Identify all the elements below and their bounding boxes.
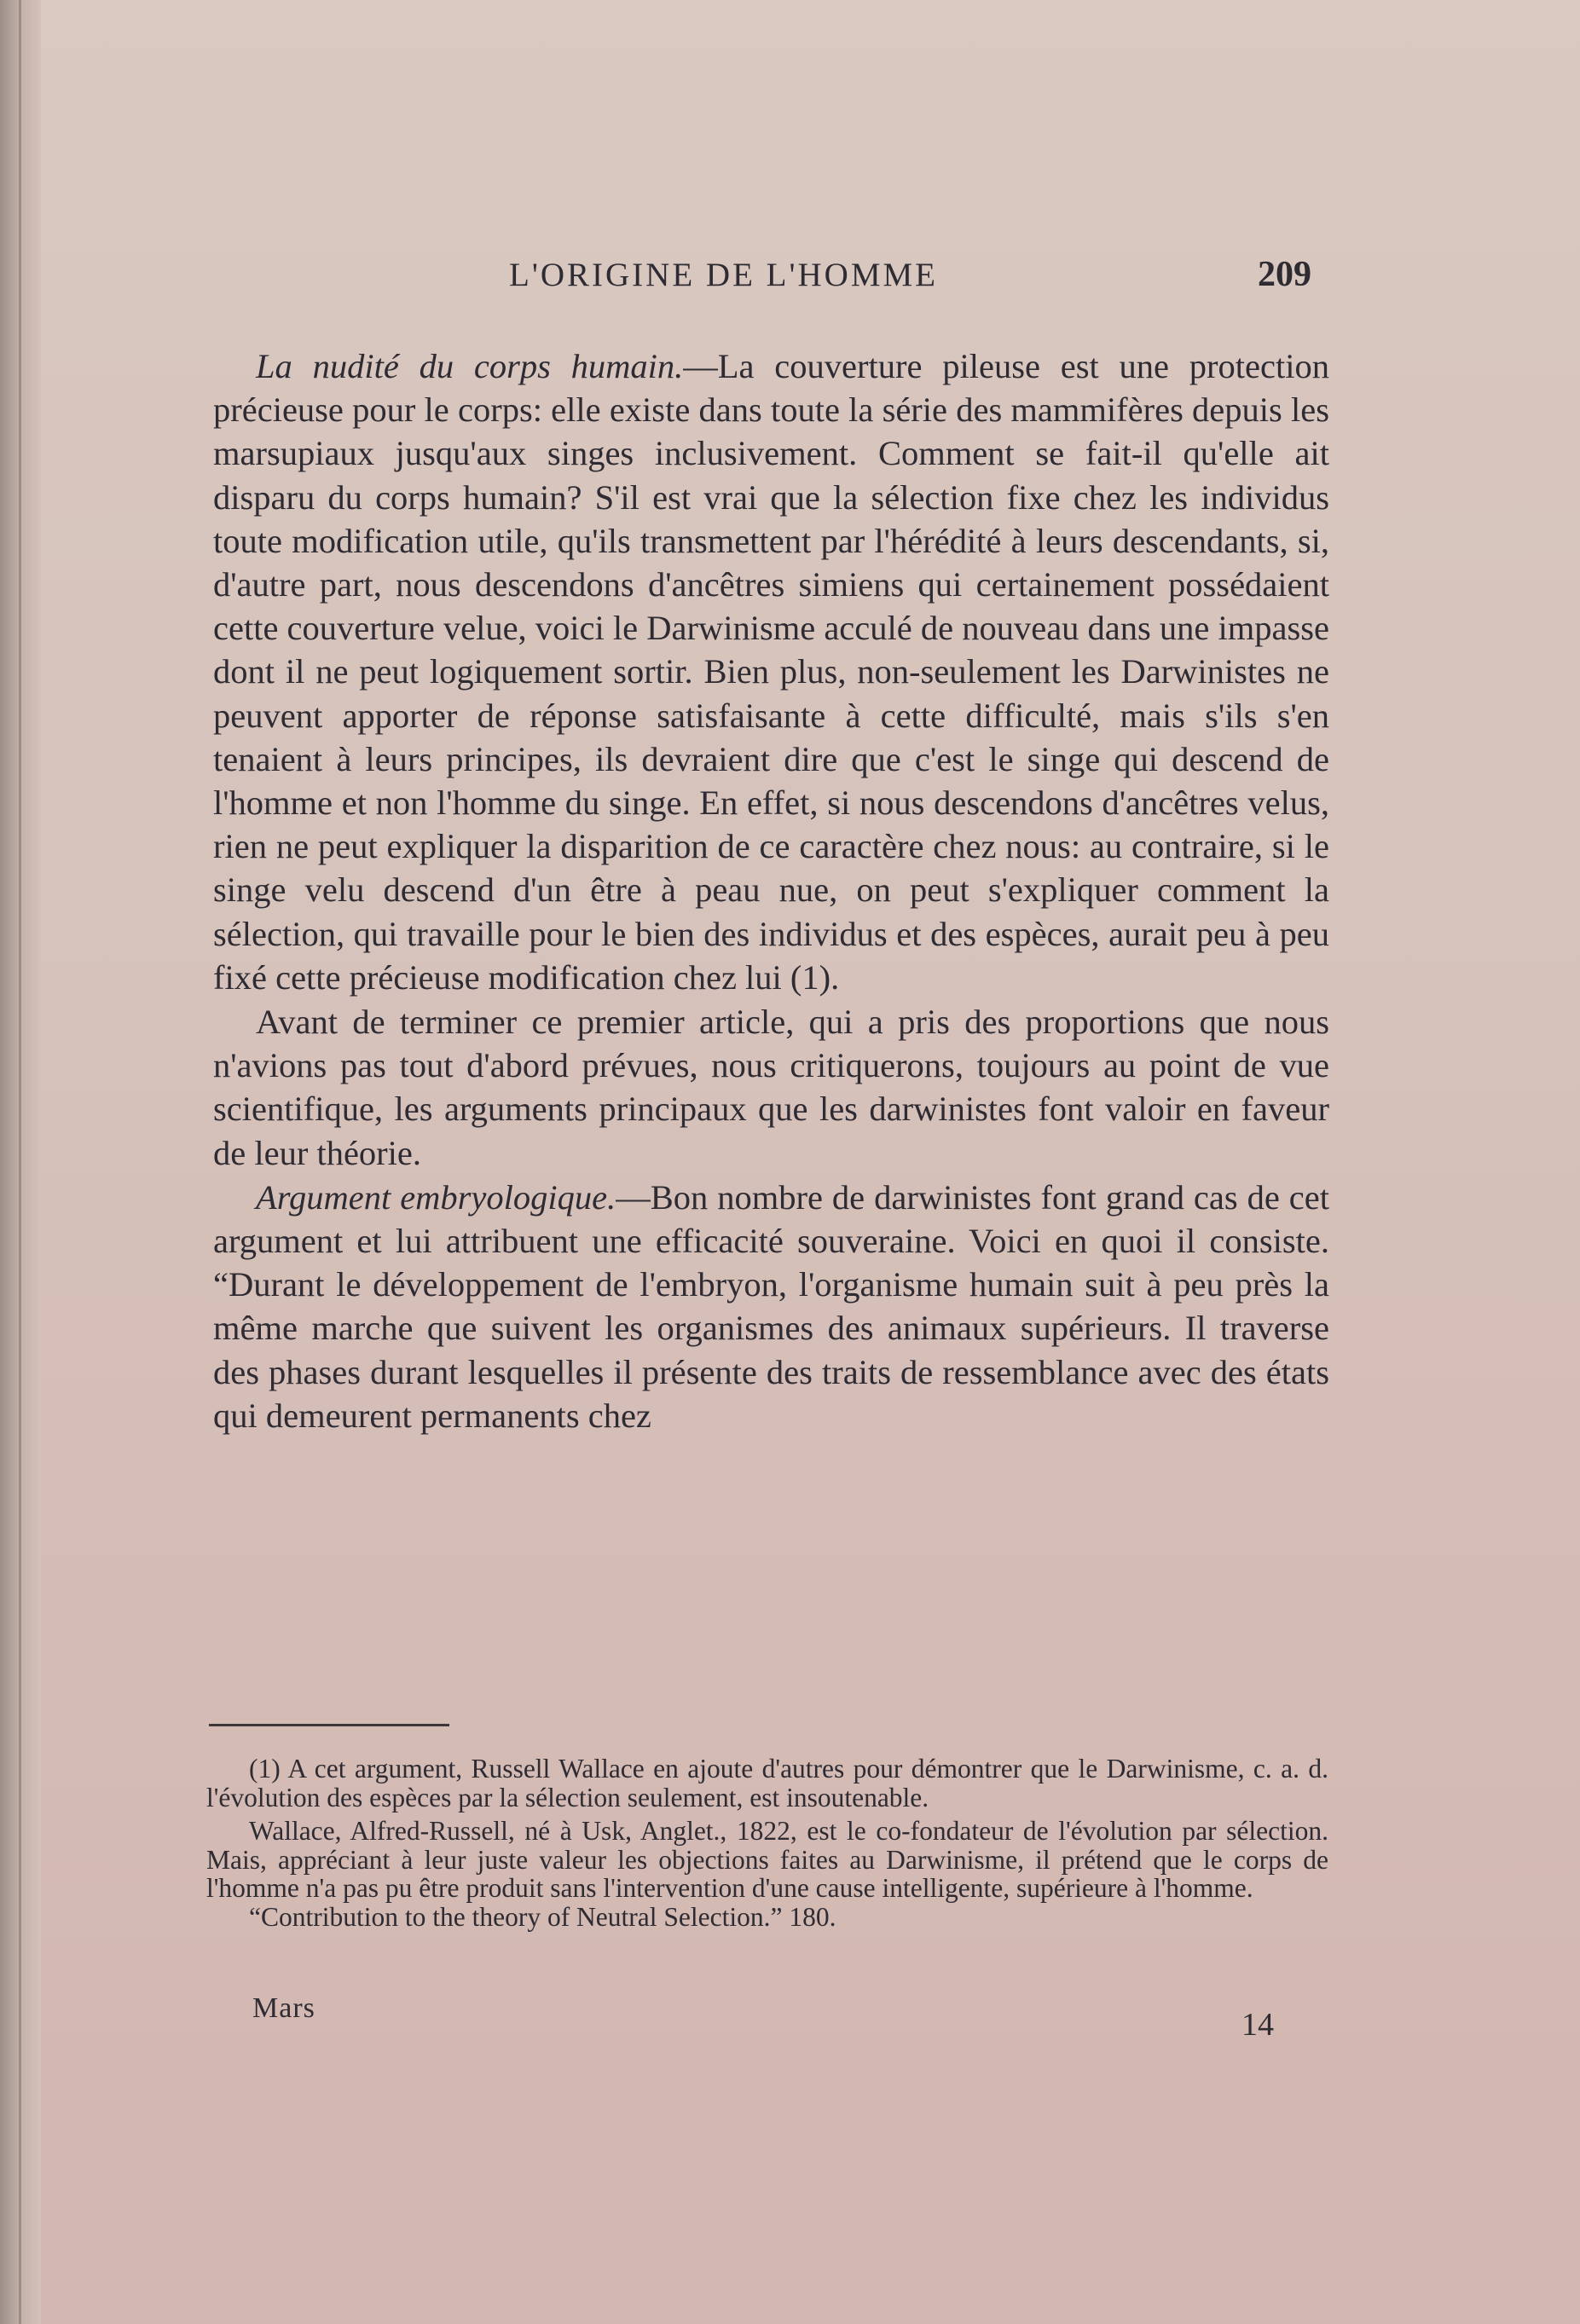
section-heading-argument: Argument embryologique. <box>256 1177 616 1217</box>
footnote-divider <box>209 1724 449 1726</box>
footnote-1: (1) A cet argument, Russell Wallace en ajoute d'autres pour démontrer que le Darwinisme, c. a. d. l'évolution des espèces par la sélection seulement, est insoutenable. <box>206 1754 1328 1812</box>
section-heading-nudite: La nudité du corps humain. <box>256 347 684 385</box>
paragraph-avant: Avant de terminer ce premier article, qui a pris des proportions que nous n'avions pas tout d'abord prévues, nous critiquerons, toujours au point de vue scientifique, les arguments principaux que les darwinistes font valoir en faveur de leur théorie. <box>213 1003 1329 1172</box>
paragraph-argument <box>213 1176 1329 1437</box>
footnote-citation: “Contribution to the theory of Neutral Selection.” 180. <box>249 1901 836 1932</box>
binding-crease <box>19 0 21 2324</box>
footnotes <box>206 1755 1328 1931</box>
page-number: 209 <box>1258 255 1311 294</box>
paragraph-nudite-text: —La couverture pileuse est une protection précieuse pour le corps: elle existe dans toute la série des mammifères depuis les marsupiaux jusqu'aux singes inclusivement. Comment se fait-il qu'elle ait disparu du corps humain? S'il est vrai que la sélection fixe chez les individus toute modification utile, qu'ils transmettent par l'hérédité à leurs descendants, si, d'autre part, nous descendons d'ancêtres simiens qui certainement possédaient cette couverture velue, voici le Darwinisme acculé de nouveau dans une impasse dont il ne peut logiquement sortir. Bien plus, non-seulement les Darwinistes ne peuvent apporter de réponse satisfaisante à cette difficulté, mais s'ils s'en tenaient à leurs principes, ils devraient dire que c'est le singe qui descend de l'homme et non l'homme du singe. En effet, si nous descendons d'ancêtres velus, rien ne peut expliquer la disparition de ce caractère chez nous: au contraire, si le singe velu descend d'un être à peau nue, on peut s'expliquer comment la sélection, qui travaille pour le bien des individus et des espèces, aurait peu à peu fixé cette précieuse modification chez lui (1). <box>213 347 1329 997</box>
paragraph-nudite <box>213 344 1329 999</box>
running-header: L'ORIGINE DE L'HOMME <box>509 257 938 293</box>
signature-mark: Mars <box>252 1992 315 2024</box>
signature-number: 14 <box>1241 2007 1274 2043</box>
paragraph-argument-text: —Bon nombre de darwinistes font grand cas de cet argument et lui attribuent une efficacité souveraine. Voici en quoi il consiste. “Durant le développement de l'embryon, l'organisme humain suit à peu près la même marche que suivent les organismes des animaux supérieurs. Il traverse des phases durant lesquelles il présente des traits de ressemblance avec des états qui demeurent permanents chez <box>213 1177 1330 1435</box>
footnote-wallace: Wallace, Alfred-Russell, né à Usk, Anglet., 1822, est le co-fondateur de l'évolution par sélection. Mais, appréciant à leur juste valeur les objections faites au Darwinisme, il prétend que le corps de l'homme n'a pas pu être produit sans l'intervention d'une cause intelligente, supérieure à l'homme. <box>206 1816 1328 1903</box>
main-text <box>213 344 1329 1437</box>
